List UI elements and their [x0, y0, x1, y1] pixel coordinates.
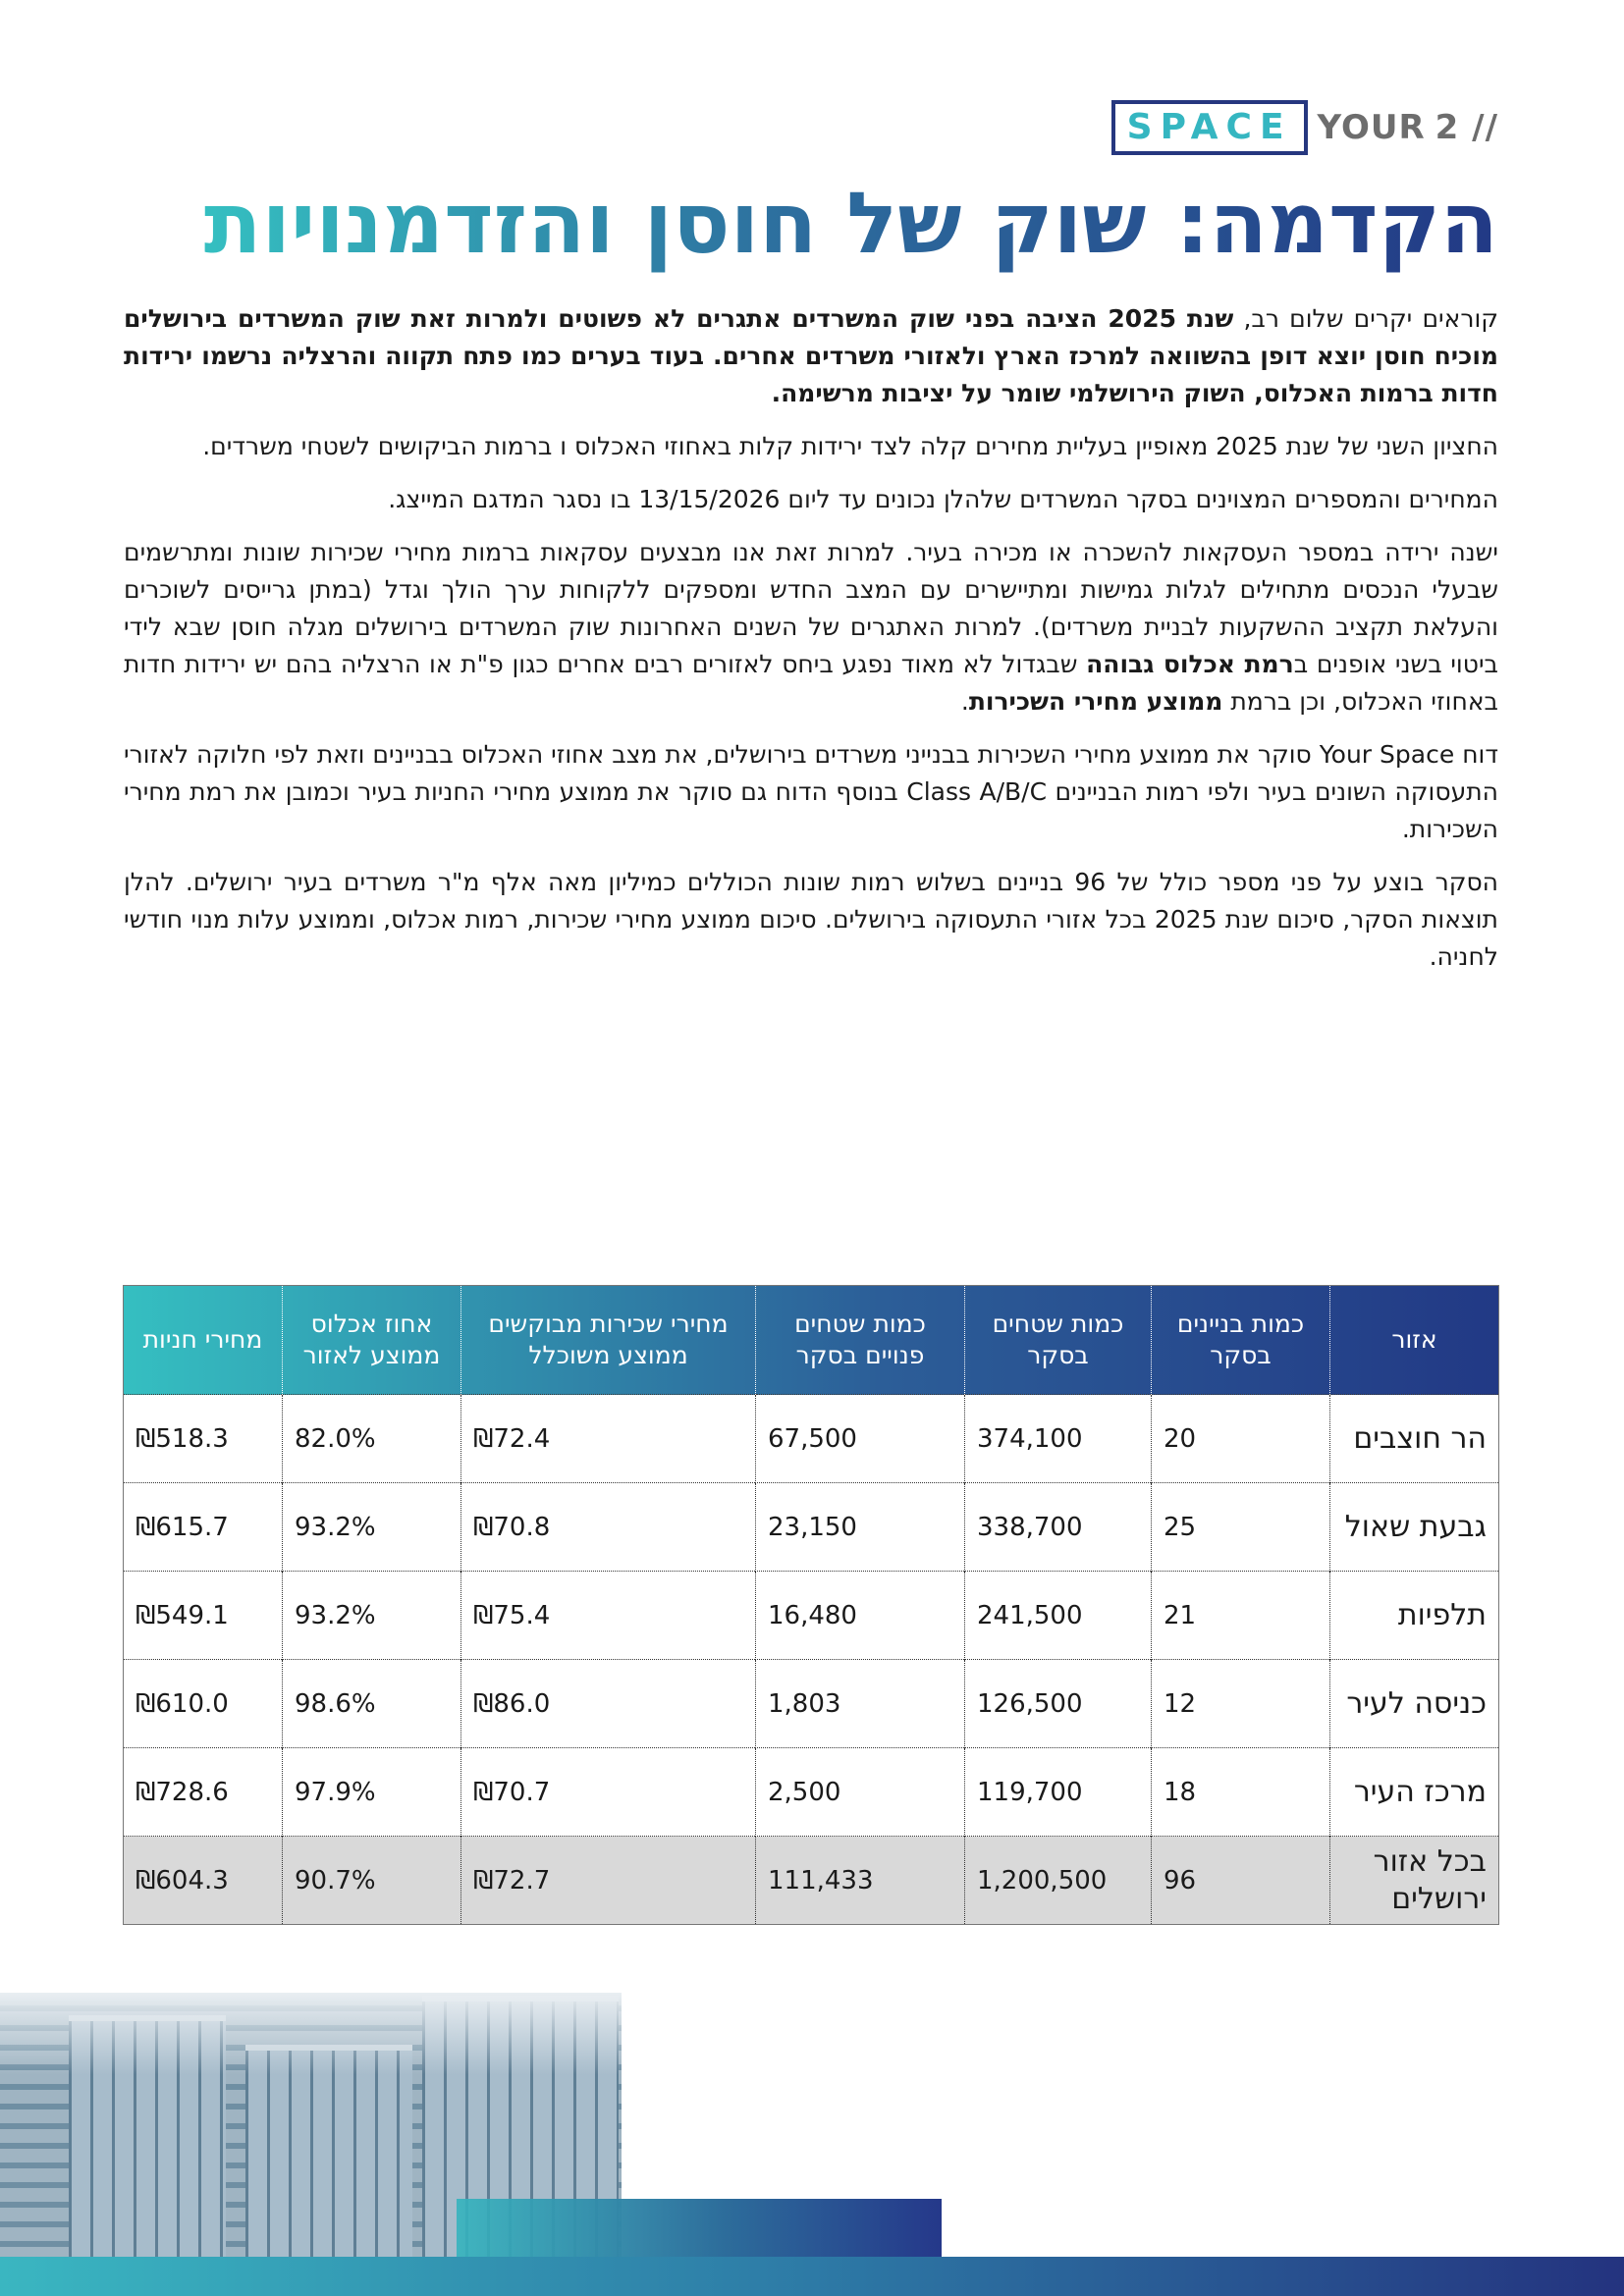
footer-gradient-bar [0, 2257, 1624, 2296]
cell-parking-price: ₪610.0 [124, 1660, 283, 1748]
cell-buildings: 18 [1152, 1748, 1330, 1837]
cell-total-area: 1,200,500 [965, 1837, 1152, 1925]
header-buildings: כמות בניינים בסקר [1152, 1286, 1330, 1395]
table-row [124, 1660, 1499, 1748]
cell-area: הר חוצבים [1330, 1395, 1499, 1483]
cell-parking-price: ₪615.7 [124, 1483, 283, 1572]
cell-area: כניסה לעיר [1330, 1660, 1499, 1748]
cell-area: תלפיות [1330, 1572, 1499, 1660]
cell-total-area: 126,500 [965, 1660, 1152, 1748]
cell-occupancy: 97.9% [283, 1748, 461, 1837]
table-total-row [124, 1837, 1499, 1925]
cell-occupancy: 93.2% [283, 1572, 461, 1660]
table-body [124, 1395, 1499, 1925]
header-occupancy: אחוז אכלוס ממוצע לאזור [283, 1286, 461, 1395]
cell-rent-price: ₪70.8 [461, 1483, 756, 1572]
cell-total-area: 241,500 [965, 1572, 1152, 1660]
paragraph-3: המחירים והמספרים המצוינים בסקר המשרדים שלהלן נכונים עד ליום 13/15/2026 בו נסגר המדגם המייצג. [388, 485, 1498, 513]
cell-occupancy: 93.2% [283, 1483, 461, 1572]
table-row [124, 1483, 1499, 1572]
page-header [1111, 98, 1498, 157]
cell-area: מרכז העיר [1330, 1748, 1499, 1837]
survey-table [123, 1285, 1499, 1925]
cell-parking-price: ₪549.1 [124, 1572, 283, 1660]
brand-your: YOUR [1317, 108, 1426, 147]
paragraph-4 [124, 534, 1498, 721]
header-parking-price: מחירי חניות [124, 1286, 283, 1395]
p4-bold-rent: ממוצע מחירי השכירות [968, 687, 1223, 716]
header-total-area: כמות שטחים בסקר [965, 1286, 1152, 1395]
intro-text [124, 300, 1498, 991]
table-row [124, 1395, 1499, 1483]
paragraph-6: הסקר בוצע על פני מספר כולל של 96 בניינים בשלוש רמות שונות הכוללים כמיליון מאה אלף מ"ר משרדים בעיר ירושלים. להלן תוצאות הסקר, סיכום שנת 2025 בכל אזורי התעסוקה בירושלים. סיכום ממוצע מחירי שכירות, רמות אכלוס, וממוצע עלות מנוי חודשי לחניה. [124, 868, 1498, 971]
survey-table-wrapper [124, 1285, 1499, 1925]
cell-vacant-area: 111,433 [756, 1837, 965, 1925]
cell-occupancy: 90.7% [283, 1837, 461, 1925]
cell-parking-price: ₪728.6 [124, 1748, 283, 1837]
cell-parking-price: ₪518.3 [124, 1395, 283, 1483]
cell-total-area: 338,700 [965, 1483, 1152, 1572]
table-row [124, 1572, 1499, 1660]
cell-total-area: 374,100 [965, 1395, 1152, 1483]
header-rent-price: מחירי שכירות מבוקשים ממוצע משוכלל [461, 1286, 756, 1395]
paragraph-2: החציון השני של שנת 2025 מאופיין בעליית מחירים קלה לצד ירידות קלות באחוזי האכלוס ו ברמות הביקושים לשטחי משרדים. [202, 432, 1498, 460]
cell-area: בכל אזור ירושלים [1330, 1837, 1499, 1925]
p4-part-a: ישנה ירידה במספר העסקאות להשכרה או מכירה בעיר. למרות זאת אנו מבצעים עסקאות ברמות מחירי שכירות שונות ומתרשמים שבעלי הנכסים מתחילים לגלות גמישות ומתיישרים עם המצב החדש ומספקים ללקוחות ערך הולך וגדל (במתן גרייסים לשוכרים והעלאת תקציב ההשקעות לבניית משרדים). למרות האתגרים של השנים האחרונות שוק המשרדים בירושלים מגלה חוסן שבא לידי ביטוי בשני אופנים ב [124, 538, 1499, 678]
header-vacant-area: כמות שטחים פנויים בסקר [756, 1286, 965, 1395]
header-area: אזור [1330, 1286, 1499, 1395]
cell-vacant-area: 16,480 [756, 1572, 965, 1660]
cell-occupancy: 82.0% [283, 1395, 461, 1483]
brand-space-logo: SPACE [1111, 100, 1308, 155]
cell-vacant-area: 67,500 [756, 1395, 965, 1483]
p4-part-c: . [960, 687, 969, 716]
paragraph-1 [124, 300, 1498, 412]
p4-part-b: שבגדול לא מאוד נפגע ביחס לאזורים רבים אחרים כגון פ"ת או הרצליה בהם יש ירידות חדות באחוזי האכלוס, וכן ברמת [124, 650, 1498, 716]
table-row [124, 1748, 1499, 1837]
cell-rent-price: ₪72.4 [461, 1395, 756, 1483]
cell-buildings: 12 [1152, 1660, 1330, 1748]
paragraph-5: דוח Your Space סוקר את ממוצע מחירי השכירות בבנייני משרדים בירושלים, את מצב אחוזי האכלוס בבניינים וזאת לפי חלוקה לאזורי התעסוקה השונים בעיר ולפי רמות הבניינים Class A/B/C בנוסף הדוח גם סוקר את ממוצע מחירי החניות בעיר וכמובן את רמת מחירי השכירות. [124, 740, 1499, 843]
table-header [124, 1286, 1499, 1395]
cell-buildings: 96 [1152, 1837, 1330, 1925]
cell-total-area: 119,700 [965, 1748, 1152, 1837]
cell-area: גבעת שאול [1330, 1483, 1499, 1572]
cell-buildings: 25 [1152, 1483, 1330, 1572]
cell-occupancy: 98.6% [283, 1660, 461, 1748]
cell-buildings: 21 [1152, 1572, 1330, 1660]
page-number: 2 // [1435, 108, 1498, 147]
cell-rent-price: ₪72.7 [461, 1837, 756, 1925]
cell-buildings: 20 [1152, 1395, 1330, 1483]
page-title: הקדמה: שוק של חוסן והזדמנויות [203, 175, 1498, 273]
cell-vacant-area: 2,500 [756, 1748, 965, 1837]
cell-rent-price: ₪86.0 [461, 1660, 756, 1748]
cell-vacant-area: 1,803 [756, 1660, 965, 1748]
highlight-text: שנת 2025 הציבה בפני שוק המשרדים אתגרים לא פשוטים ולמרות זאת שוק המשרדים בירושלים מוכיח חוסן יוצא דופן בהשוואה למרכז הארץ ולאזורי משרדים אחרים. בעוד בערים כמו פתח תקווה והרצליה נרשמו ירידות חדות ברמות האכלוס, השוק הירושלמי שומר על יציבות מרשימה. [124, 304, 1498, 407]
p4-bold-occupancy: רמת אכלוס גבוהה [1086, 650, 1294, 678]
cell-rent-price: ₪75.4 [461, 1572, 756, 1660]
greeting: קוראים יקרים שלום רב, [1233, 304, 1498, 333]
cell-vacant-area: 23,150 [756, 1483, 965, 1572]
cell-rent-price: ₪70.7 [461, 1748, 756, 1837]
cell-parking-price: ₪604.3 [124, 1837, 283, 1925]
